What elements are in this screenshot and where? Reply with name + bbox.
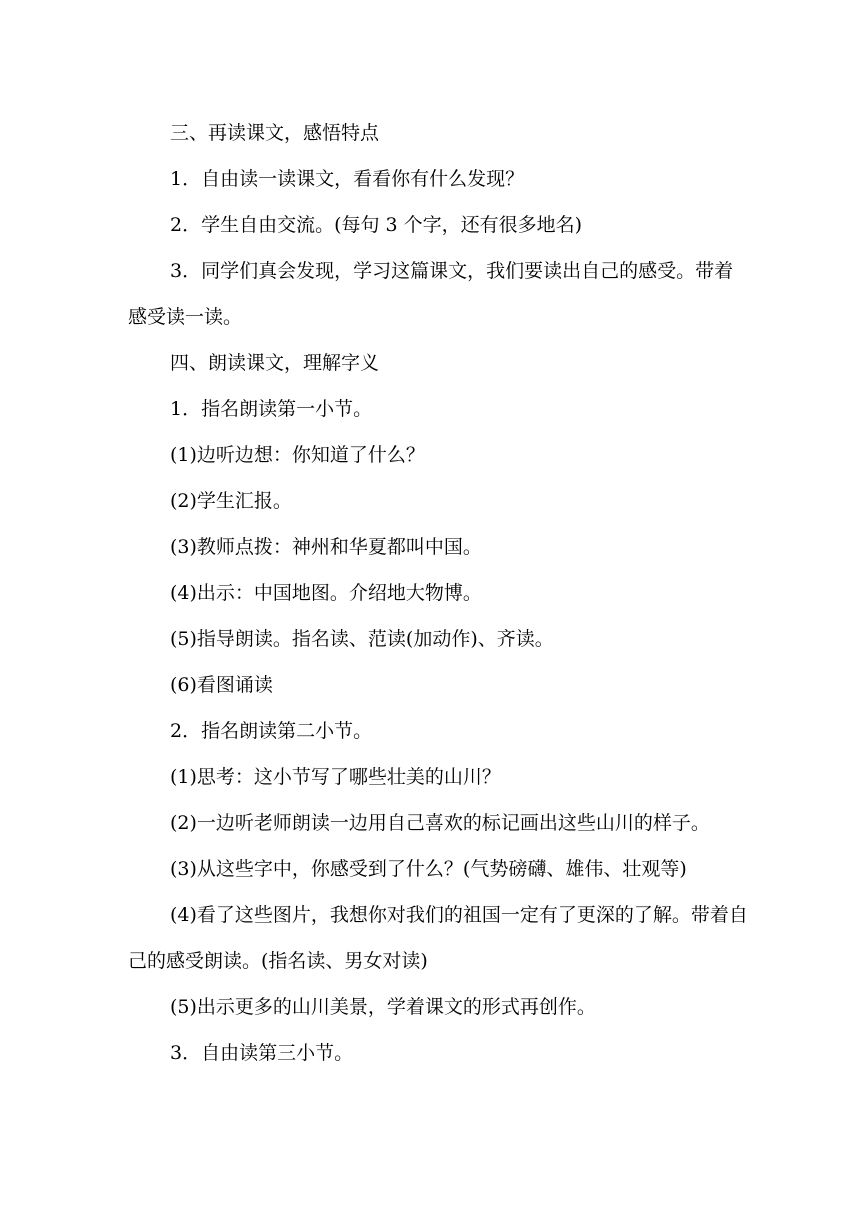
paragraph: 2．学生自由交流。(每句 3 个字，还有很多地名) — [170, 214, 583, 236]
paragraph: (5)指导朗读。指名读、范读(加动作)、齐读。 — [170, 628, 554, 650]
paragraph: (2)一边听老师朗读一边用自己喜欢的标记画出这些山川的样子。 — [170, 812, 710, 834]
paragraph: (3)从这些字中，你感受到了什么？(气势磅礴、雄伟、壮观等) — [170, 858, 687, 880]
paragraph: (6)看图诵读 — [170, 674, 273, 696]
paragraph: (5)出示更多的山川美景，学着课文的形式再创作。 — [170, 996, 596, 1018]
paragraph: 1．自由读一读课文，看看你有什么发现？ — [170, 168, 525, 190]
section-heading-3: 三、再读课文，感悟特点 — [170, 122, 380, 144]
paragraph: (4)看了这些图片，我想你对我们的祖国一定有了更深的了解。带着自己的感受朗读。(指名读、男女对读) — [128, 904, 748, 972]
paragraph: 2．指名朗读第二小节。 — [170, 720, 373, 742]
paragraph: 3．同学们真会发现，学习这篇课文，我们要读出自己的感受。带着感受读一读。 — [128, 260, 734, 328]
paragraph: (1)边听边想：你知道了什么？ — [170, 444, 425, 466]
document-page — [128, 110, 748, 1076]
paragraph: (3)教师点拨：神州和华夏都叫中国。 — [170, 536, 482, 558]
paragraph: (1)思考：这小节写了哪些壮美的山川？ — [170, 766, 501, 788]
paragraph: (4)出示：中国地图。介绍地大物博。 — [170, 582, 482, 604]
paragraph: 3．自由读第三小节。 — [170, 1042, 354, 1064]
paragraph: (2)学生汇报。 — [170, 490, 292, 512]
section-heading-4: 四、朗读课文，理解字义 — [170, 352, 380, 374]
paragraph: 1．指名朗读第一小节。 — [170, 398, 373, 420]
